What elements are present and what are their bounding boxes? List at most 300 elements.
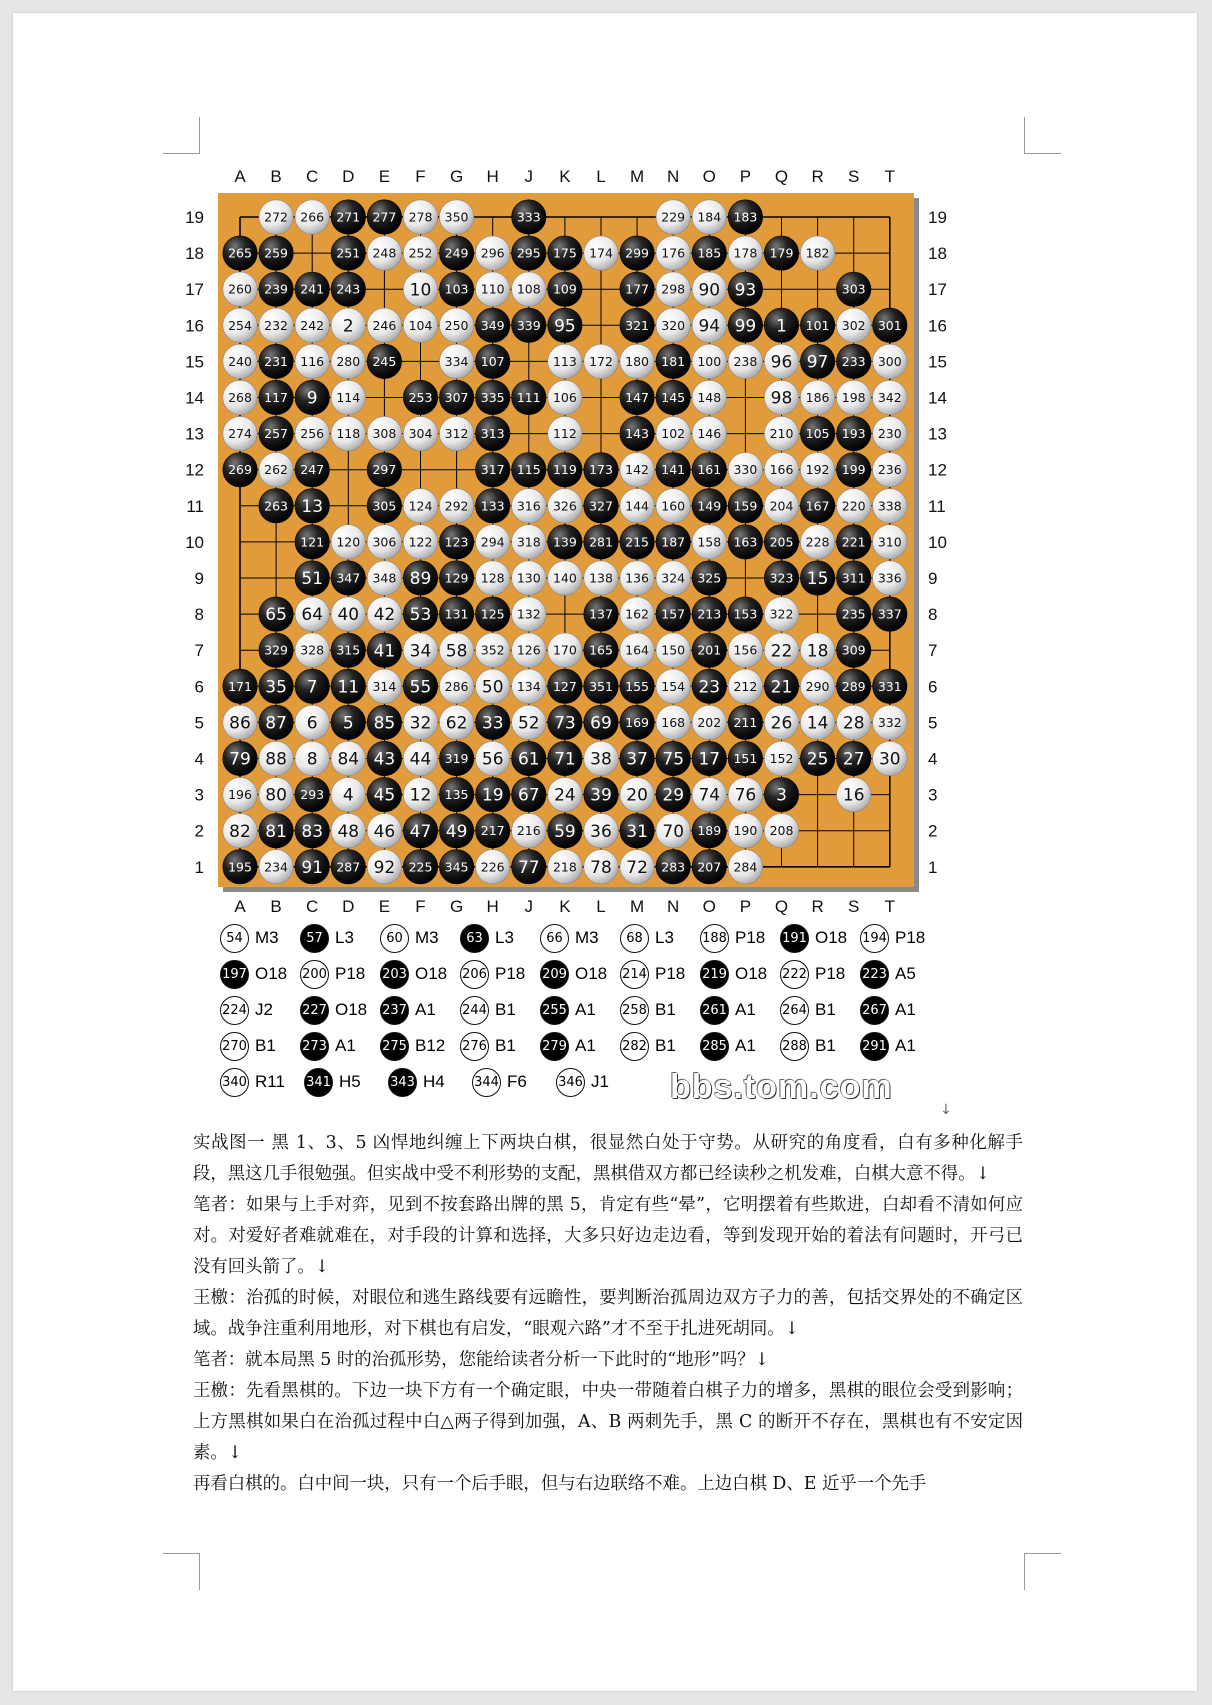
move-number: 155: [625, 678, 650, 694]
move-number: 304: [408, 426, 433, 442]
move-number: 80: [265, 785, 287, 806]
move-number: 126: [516, 642, 541, 658]
white-stone: 60: [380, 924, 409, 953]
move-number: 157: [661, 606, 686, 622]
legend-item: [860, 1032, 940, 1061]
move-number: 136: [625, 570, 650, 586]
move-number: 96: [770, 352, 793, 373]
move-number: 13: [301, 496, 324, 517]
move-number: 78: [590, 857, 612, 878]
move-number: 240: [228, 353, 252, 369]
legend-position: H4: [423, 1072, 445, 1091]
move-number: 217: [480, 823, 505, 839]
legend-row: [220, 992, 940, 1028]
move-number: 147: [625, 390, 650, 405]
move-number: 105: [805, 426, 830, 442]
move-number: 339: [516, 317, 541, 333]
white-stone: 344: [472, 1068, 501, 1097]
move-number: 98: [770, 388, 793, 409]
move-number: 2: [342, 316, 354, 337]
row-label: 1: [194, 857, 204, 877]
move-number: 94: [698, 316, 721, 337]
move-number: 189: [697, 823, 722, 839]
move-number: 72: [626, 857, 648, 878]
move-number: 278: [408, 209, 433, 225]
column-label: R: [811, 167, 824, 186]
move-number: 330: [733, 462, 758, 478]
move-number: 292: [444, 498, 469, 514]
move-number: 156: [733, 642, 758, 658]
move-number: 138: [589, 570, 613, 586]
move-number: 151: [733, 751, 758, 766]
move-number: 247: [300, 462, 325, 478]
legend-item: [380, 924, 460, 953]
row-label: 13: [928, 424, 947, 444]
move-number: 15: [806, 569, 829, 590]
row-label: 17: [185, 280, 204, 300]
legend-item: [220, 996, 300, 1025]
move-number: 58: [445, 641, 468, 662]
column-label: F: [415, 167, 426, 186]
move-number: 220: [841, 498, 866, 514]
move-number: 70: [662, 821, 685, 842]
legend-item: [220, 1032, 300, 1061]
move-number: 35: [265, 677, 287, 698]
legend-item: [388, 1068, 472, 1097]
move-number: 186: [805, 390, 830, 405]
black-stone: 219: [700, 960, 729, 989]
move-number: 21: [770, 677, 793, 698]
crop-mark-bottom-right: [1024, 1553, 1061, 1590]
move-number: 245: [372, 353, 397, 369]
row-label: 18: [928, 244, 947, 264]
row-label: 14: [185, 388, 204, 408]
white-stone: 214: [620, 960, 649, 989]
move-number: 40: [337, 605, 360, 626]
crop-mark-top-right: [1024, 117, 1061, 154]
move-number: 39: [590, 785, 612, 806]
row-label: 10: [185, 532, 204, 552]
paragraph: 笔者：就本局黑 5 时的治孤形势，您能给读者分析一下此时的“地形”吗？↓: [193, 1350, 770, 1370]
column-label: K: [559, 167, 571, 186]
row-label: 15: [928, 352, 947, 372]
row-label: 3: [194, 785, 204, 805]
move-number: 106: [552, 390, 577, 405]
white-stone: 258: [620, 996, 649, 1025]
move-number: 128: [480, 570, 505, 586]
move-number: 183: [733, 209, 758, 225]
move-number: 7: [306, 677, 318, 698]
move-number: 17: [698, 749, 721, 770]
move-number: 56: [481, 749, 504, 770]
move-number: 149: [697, 498, 722, 514]
column-label: F: [415, 897, 426, 916]
move-number: 254: [228, 317, 252, 333]
white-stone: 276: [460, 1032, 489, 1061]
move-number: 252: [408, 245, 433, 261]
legend-item: [460, 996, 540, 1025]
move-number: 352: [480, 642, 505, 658]
move-number: 110: [480, 281, 505, 297]
column-label: E: [378, 897, 391, 916]
move-number: 22: [770, 641, 793, 662]
legend-item: [556, 1068, 640, 1097]
white-stone: 340: [220, 1068, 249, 1097]
column-label: C: [306, 167, 319, 186]
move-number: 348: [372, 570, 397, 586]
move-number: 201: [697, 642, 722, 658]
move-number: 20: [626, 785, 648, 806]
move-number: 289: [841, 678, 866, 694]
black-stone: 261: [700, 996, 729, 1025]
move-number: 277: [372, 209, 397, 225]
move-number: 263: [264, 498, 289, 514]
move-number: 241: [300, 281, 325, 297]
move-number: 327: [589, 498, 613, 514]
column-label: T: [884, 897, 895, 916]
move-number: 161: [697, 462, 722, 478]
move-number: 114: [336, 390, 361, 405]
legend-position: L3: [335, 928, 354, 947]
legend-position: B1: [815, 1036, 836, 1055]
legend-item: [380, 996, 460, 1025]
move-number: 113: [552, 353, 577, 369]
move-number: 175: [552, 245, 577, 261]
move-number: 3: [776, 785, 787, 806]
move-number: 350: [444, 209, 469, 225]
move-number: 302: [841, 317, 866, 333]
legend-position: B1: [655, 1036, 676, 1055]
move-number: 41: [373, 641, 396, 662]
move-number: 308: [372, 426, 397, 442]
legend-position: P18: [815, 964, 846, 983]
black-stone: 227: [300, 996, 329, 1025]
crop-mark-bottom-left: [163, 1553, 200, 1590]
move-number: 325: [697, 570, 722, 586]
white-stone: 66: [540, 924, 569, 953]
move-number: 127: [552, 678, 577, 694]
legend-position: L3: [495, 928, 514, 947]
move-number: 234: [264, 859, 289, 875]
legend-item: [700, 1032, 780, 1061]
legend-item: [220, 924, 300, 953]
row-label: 3: [928, 785, 938, 805]
move-number: 226: [480, 859, 505, 875]
move-number: 95: [554, 316, 576, 337]
move-number: 193: [841, 426, 866, 442]
move-number: 141: [661, 462, 686, 478]
black-stone: 255: [540, 996, 569, 1025]
row-label: 6: [928, 677, 938, 697]
move-number: 215: [625, 534, 650, 550]
legend-item: [540, 1032, 620, 1061]
move-number: 27: [842, 749, 865, 770]
move-number: 129: [444, 570, 469, 586]
legend-item: [620, 924, 700, 953]
column-label: C: [306, 897, 319, 916]
move-number: 28: [842, 713, 865, 734]
move-number: 315: [336, 642, 361, 658]
move-number: 233: [841, 353, 866, 369]
row-label: 4: [194, 749, 204, 769]
move-number: 9: [306, 388, 318, 409]
move-number: 133: [480, 498, 505, 514]
legend-position: B1: [655, 1000, 676, 1019]
row-label: 10: [928, 532, 947, 552]
move-number: 250: [444, 317, 469, 333]
legend-item: [860, 924, 940, 953]
move-number: 253: [408, 390, 433, 405]
move-number: 281: [589, 534, 613, 550]
move-number: 1: [776, 316, 787, 337]
white-stone: 222: [780, 960, 809, 989]
move-number: 51: [301, 569, 324, 590]
move-number: 109: [552, 281, 577, 297]
move-number: 24: [554, 785, 576, 806]
move-number: 125: [480, 606, 505, 622]
row-label: 11: [928, 496, 946, 516]
move-number: 88: [265, 749, 287, 770]
move-number: 320: [661, 317, 686, 333]
move-number: 182: [805, 245, 830, 261]
black-stone: 273: [300, 1032, 329, 1061]
move-number: 331: [877, 678, 902, 694]
move-number: 307: [444, 390, 469, 405]
row-label: 2: [194, 821, 204, 841]
move-number: 49: [445, 821, 468, 842]
column-label: O: [702, 167, 716, 186]
move-number: 53: [409, 605, 432, 626]
move-number: 11: [337, 677, 360, 698]
move-number: 345: [444, 859, 469, 875]
move-number: 177: [625, 281, 650, 297]
column-label: D: [342, 897, 355, 916]
legend-item: [620, 996, 700, 1025]
move-number: 287: [336, 859, 361, 875]
move-number: 262: [264, 462, 289, 478]
white-stone: 270: [220, 1032, 249, 1061]
paragraph-mark: ↓: [940, 1102, 952, 1118]
row-label: 7: [928, 641, 938, 661]
move-number: 333: [516, 209, 541, 225]
move-number: 144: [625, 498, 650, 514]
move-number: 172: [589, 353, 613, 369]
move-number: 165: [589, 642, 613, 658]
move-number: 249: [444, 245, 469, 261]
white-stone: 288: [780, 1032, 809, 1061]
move-number: 99: [734, 316, 757, 337]
legend-position: M3: [415, 928, 439, 947]
move-number: 268: [228, 390, 252, 405]
move-number: 216: [516, 823, 541, 839]
move-number: 184: [697, 209, 722, 225]
black-stone: 341: [304, 1068, 333, 1097]
column-label: Q: [774, 167, 789, 186]
black-stone: 191: [780, 924, 809, 953]
move-number: 30: [878, 749, 901, 770]
move-number: 349: [480, 317, 505, 333]
move-number: 296: [480, 245, 505, 261]
move-number: 16: [842, 785, 865, 806]
move-number: 74: [698, 785, 721, 806]
column-label: Q: [774, 897, 789, 916]
move-number: 198: [841, 390, 866, 405]
move-number: 36: [590, 821, 612, 842]
column-label: T: [884, 167, 895, 186]
move-number: 313: [480, 426, 505, 442]
move-number: 64: [301, 605, 324, 626]
legend-position: O18: [335, 1000, 368, 1019]
column-label: A: [234, 167, 246, 186]
move-number: 143: [625, 426, 650, 442]
move-number: 65: [265, 605, 287, 626]
paragraph: 再看白棋的。白中间一块，只有一个后手眼，但与右边联络不难。上边白棋 D、E 近乎一个先手: [193, 1474, 927, 1494]
move-number: 324: [661, 570, 686, 586]
legend-item: [620, 960, 700, 989]
column-label: P: [739, 167, 752, 186]
move-number: 317: [480, 462, 505, 478]
move-number: 212: [733, 678, 758, 694]
move-number: 29: [662, 785, 685, 806]
white-stone: 206: [460, 960, 489, 989]
white-stone: 68: [620, 924, 649, 953]
move-number: 117: [264, 390, 289, 405]
move-number: 102: [661, 426, 686, 442]
move-number: 160: [661, 498, 686, 514]
white-stone: 346: [556, 1068, 585, 1097]
legend-item: [460, 1032, 540, 1061]
legend-position: O18: [575, 964, 608, 983]
move-number: 85: [373, 713, 396, 734]
move-number: 228: [805, 534, 830, 550]
move-number: 173: [589, 462, 613, 478]
black-stone: 267: [860, 996, 889, 1025]
watermark: bbs.tom.com: [670, 1068, 893, 1106]
move-number: 145: [661, 390, 686, 405]
move-number: 299: [625, 245, 650, 261]
legend-position: P18: [335, 964, 366, 983]
legend-item: [620, 1032, 700, 1061]
black-stone: 223: [860, 960, 889, 989]
column-label: R: [811, 897, 824, 916]
move-number: 46: [373, 821, 396, 842]
black-stone: 203: [380, 960, 409, 989]
column-label: J: [524, 167, 534, 186]
move-number: 171: [228, 678, 252, 694]
move-number: 204: [769, 498, 794, 514]
move-number: 239: [264, 281, 289, 297]
move-number: 328: [300, 642, 325, 658]
move-number: 243: [336, 281, 361, 297]
legend-item: [540, 924, 620, 953]
move-number: 309: [841, 642, 866, 658]
move-number: 321: [625, 317, 650, 333]
white-stone: 244: [460, 996, 489, 1025]
black-stone: 237: [380, 996, 409, 1025]
move-number: 329: [264, 642, 289, 658]
move-number: 265: [228, 245, 252, 261]
move-number: 251: [336, 245, 361, 261]
white-stone: 194: [860, 924, 889, 953]
move-number: 232: [264, 317, 289, 333]
move-number: 84: [337, 749, 360, 770]
paragraph: 王檄：治孤的时候，对眼位和逃生路线要有远瞻性，要判断治孤周边双方子力的善，包括交界处的不确定区域。战争注重利用地形，对下棋也有启发，“眼观六路”才不至于扎进死胡同。↓: [193, 1288, 1023, 1339]
move-number: 152: [769, 751, 794, 766]
row-label: 15: [185, 352, 204, 372]
row-label: 5: [928, 713, 938, 733]
column-label: G: [449, 167, 464, 186]
legend-item: [300, 1032, 380, 1061]
legend-row: [220, 920, 940, 956]
row-label: 11: [186, 496, 204, 516]
move-number: 180: [625, 353, 650, 369]
black-stone: 63: [460, 924, 489, 953]
column-label: N: [667, 897, 680, 916]
move-number: 112: [552, 426, 577, 442]
move-number: 213: [697, 606, 722, 622]
legend-position: P18: [735, 928, 766, 947]
move-number: 260: [228, 281, 252, 297]
move-number: 73: [554, 713, 576, 734]
move-number: 231: [264, 353, 289, 369]
move-number: 6: [306, 713, 318, 734]
move-number: 115: [516, 462, 541, 478]
move-number: 337: [877, 606, 902, 622]
white-stone: 224: [220, 996, 249, 1025]
row-label: 17: [928, 280, 947, 300]
black-stone: 279: [540, 1032, 569, 1061]
move-number: 199: [841, 462, 866, 478]
move-number: 31: [626, 821, 648, 842]
paragraph: 实战图一 黑 1、3、5 凶悍地纠缠上下两块白棋，很显然白处于守势。从研究的角度看，白有多种化解手段，黑这几手很勉强。但实战中受不利形势的支配，黑棋借双方都已经读秒之机发难，白棋大意不得。↓: [193, 1133, 1023, 1184]
move-number: 295: [516, 245, 541, 261]
move-number: 19: [481, 785, 504, 806]
legend-item: [220, 1068, 304, 1097]
legend-item: [780, 924, 860, 953]
move-number: 158: [697, 534, 722, 550]
move-number: 221: [841, 534, 866, 550]
move-number: 323: [769, 570, 794, 586]
legend-item: [300, 924, 380, 953]
move-number: 230: [877, 426, 902, 442]
move-number: 103: [444, 281, 469, 297]
move-number: 120: [336, 534, 361, 550]
row-label: 19: [185, 208, 204, 227]
move-number: 351: [589, 678, 613, 694]
move-number: 238: [733, 353, 758, 369]
legend-item: [460, 924, 540, 953]
move-number: 167: [805, 498, 830, 514]
move-number: 178: [733, 245, 758, 261]
legend-item: [780, 960, 860, 989]
move-number: 179: [769, 245, 794, 261]
move-number: 5: [342, 713, 354, 734]
move-number: 235: [841, 606, 866, 622]
move-number: 205: [769, 534, 794, 550]
legend-item: [304, 1068, 388, 1097]
move-number: 52: [517, 713, 540, 734]
move-number: 286: [444, 678, 469, 694]
move-number: 319: [444, 751, 469, 766]
column-label: B: [270, 167, 282, 186]
move-number: 150: [661, 642, 686, 658]
move-number: 271: [336, 209, 361, 225]
move-number: 140: [552, 570, 577, 586]
column-label: M: [630, 897, 645, 916]
move-number: 336: [877, 570, 902, 586]
move-number: 14: [806, 713, 829, 734]
move-number: 37: [626, 749, 648, 770]
